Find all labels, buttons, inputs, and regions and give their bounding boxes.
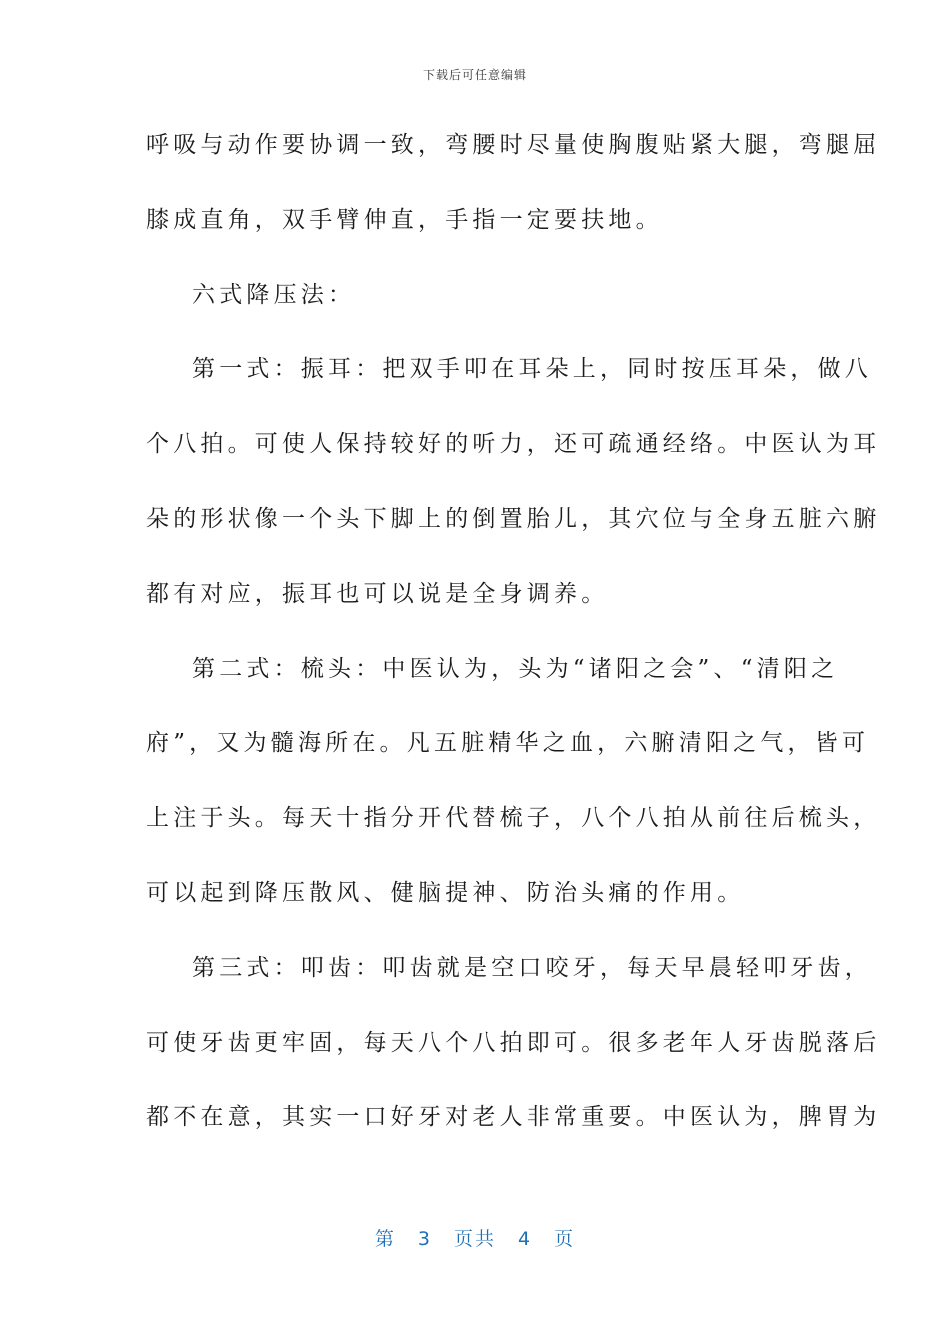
footer-suffix: 页 (554, 1228, 576, 1250)
section-heading: 六式降压法： (192, 281, 356, 308)
text-line-2: 膝成直角，双手臂伸直，手指一定要扶地。 (146, 206, 663, 233)
footer-middle: 页共 (453, 1228, 496, 1250)
text-line-7: 都有对应，振耳也可以说是全身调养。 (146, 580, 609, 607)
total-pages-number: 4 (518, 1228, 533, 1250)
text-line-5: 个八拍。可使人保持较好的听力，还可疏通经络。中医认为耳 (146, 431, 881, 458)
page-header: 下载后可任意编辑 (422, 68, 527, 82)
text-line-10: 上注于头。每天十指分开代替梳子，八个八拍从前往后梳头， (146, 805, 881, 832)
current-page-number: 3 (417, 1228, 432, 1250)
text-line-13: 可使牙齿更牢固，每天八个八拍即可。很多老年人牙齿脱落后 (146, 1029, 881, 1056)
text-line-11: 可以起到降压散风、健脑提神、防治头痛的作用。 (146, 879, 745, 906)
footer-prefix: 第 (374, 1228, 396, 1250)
text-line-14: 都不在意，其实一口好牙对老人非常重要。中医认为，脾胃为 (146, 1104, 881, 1131)
text-line-12: 第三式：叩齿：叩齿就是空口咬牙，每天早晨轻叩牙齿， (192, 954, 872, 981)
document-body (146, 120, 881, 1167)
page-footer (0, 1224, 950, 1251)
text-line-8: 第二式：梳头：中医认为，头为“诸阳之会”、“清阳之 (192, 655, 839, 682)
text-line-9: 府”，又为髓海所在。凡五脏精华之血，六腑清阳之气，皆可 (146, 730, 870, 757)
text-line-6: 朵的形状像一个头下脚上的倒置胎儿，其穴位与全身五脏六腑 (146, 505, 881, 532)
text-line-1: 呼吸与动作要协调一致，弯腰时尽量使胸腹贴紧大腿，弯腿屈 (146, 132, 881, 158)
text-line-4: 第一式：振耳：把双手叩在耳朵上，同时按压耳朵，做八 (192, 356, 872, 383)
